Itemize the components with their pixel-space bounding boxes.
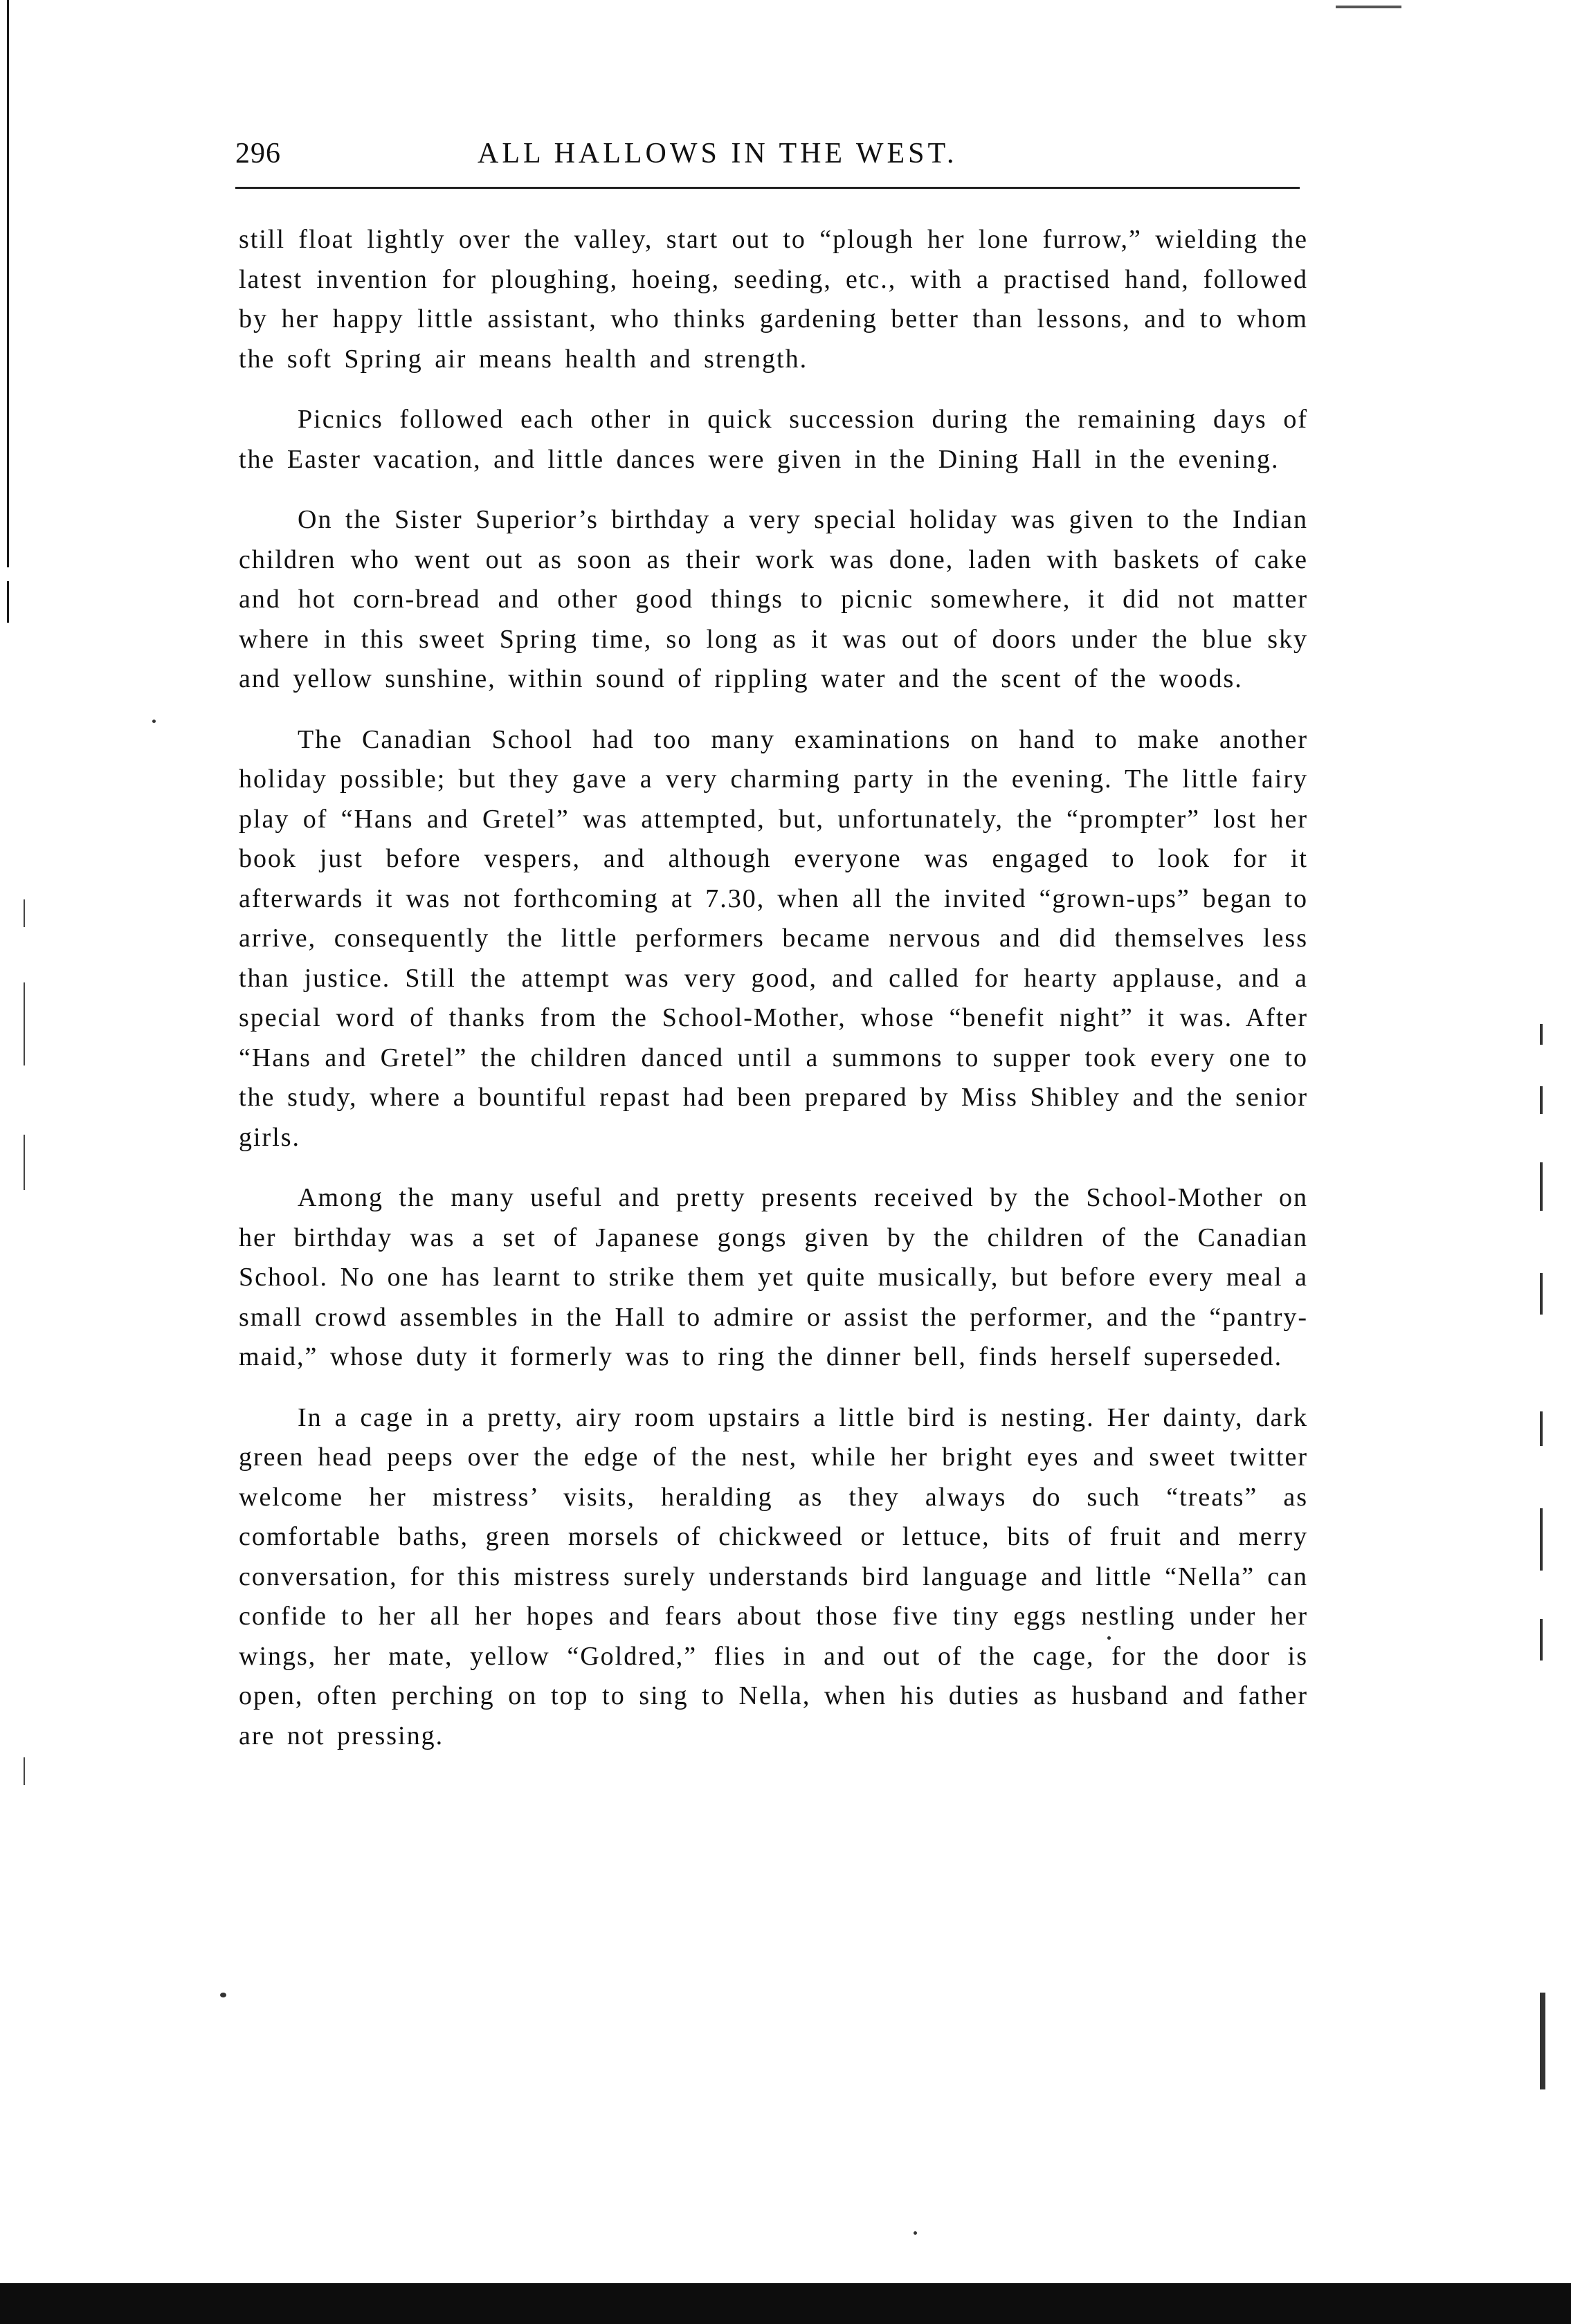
paragraph: still float lightly over the valley, start out to “plough her lone furrow,” wielding the latest invention for ploughing, hoeing, seeding, etc., with a practised hand, followed by her happy little assistant, who thinks gardening better than lessons, and to whom the soft Spring air means health and strength.: [239, 225, 1308, 374]
binding-line: [7, 581, 9, 623]
binding-line: [24, 1135, 25, 1190]
paragraph: The Canadian School had too many examinations on hand to make another holiday possible; but they gave a very charming party in the evening. The little fairy play of “Hans and Gretel” was attempted, but, unfortunately, the “prompter” lost her book just before vespers, and although everyone was engaged to look for it afterwards it was not forthcoming at 7.30, when all the invited “grown-ups” began to arrive, consequently the little performers became nervous and did themselves less than justice. Still the attempt was very good, and called for hearty applause, and a special word of thanks from the School-Mother, whose “benefit night” it was. After “Hans and Gretel” the children danced until a summons to supper took every one to the study, where a bountiful repast had been prepared by Miss Shibley and the senior girls.: [239, 724, 1308, 1152]
scan-edge-bar: [0, 2283, 1571, 2324]
running-header: [235, 137, 1301, 179]
margin-mark: [1540, 1993, 1545, 2089]
binding-line: [24, 899, 25, 927]
binding-line: [7, 0, 9, 567]
margin-mark: [1540, 1162, 1543, 1211]
page-number: 296: [235, 138, 281, 170]
paragraph: Among the many useful and pretty presents received by the School-Mother on her birthday was a set of Japanese gongs given by the children of the Canadian School. No one has learnt to strike them yet quite musically, but before every meal a small crowd assembles in the Hall to admire or assist the performer, and the “pantry-maid,” whose duty it formerly was to ring the dinner bell, finds herself superseded.: [239, 1183, 1308, 1371]
binding-edge: [4, 0, 11, 2324]
running-title: ALL HALLOWS IN THE WEST.: [478, 138, 958, 170]
ink-speck: [152, 720, 156, 723]
margin-mark: [1540, 1411, 1543, 1446]
body-text: [239, 220, 1308, 1756]
paragraph: In a cage in a pretty, airy room upstairs a little bird is nesting. Her dainty, dark green head peeps over the edge of the nest, while her bright eyes and sweet twitter welcome her mistress’ visits, heralding as they always do such “treats” as comfortable baths, green morsels of chickweed or lettuce, bits of fruit and merry conversation, for this mistress surely understands bird language and little “Nella” can confide to her all her hopes and fears about those five tiny eggs nestling under her wings, her mate, yellow “Goldred,” flies in and out of the cage, for the door is open, often perching on top to sing to Nella, when his duties as husband and father are not pressing.: [239, 1402, 1308, 1750]
binding-line: [24, 1757, 25, 1785]
binding-line: [24, 982, 25, 1065]
ink-speck: [914, 2231, 917, 2235]
scan-mark: [1336, 6, 1401, 8]
header-rule: [235, 187, 1300, 189]
margin-marks: [1540, 1024, 1556, 2159]
ink-speck: [220, 1993, 226, 1997]
margin-mark: [1540, 1619, 1543, 1660]
margin-mark: [1540, 1086, 1543, 1114]
margin-mark: [1540, 1273, 1543, 1315]
paragraph: On the Sister Superior’s birthday a very special holiday was given to the Indian children who went out as soon as their work was done, laden with baskets of cake and hot corn-bread and other good things to picnic somewhere, it did not matter where in this sweet Spring time, so long as it was out of doors under the blue sky and yellow sunshine, within sound of rippling water and the scent of the woods.: [239, 505, 1308, 693]
ink-speck: [1107, 1636, 1111, 1640]
margin-mark: [1540, 1024, 1543, 1045]
paragraph: Picnics followed each other in quick succession during the remaining days of the Easter vacation, and little dances were given in the Dining Hall in the evening.: [239, 405, 1308, 474]
margin-mark: [1540, 1508, 1543, 1571]
